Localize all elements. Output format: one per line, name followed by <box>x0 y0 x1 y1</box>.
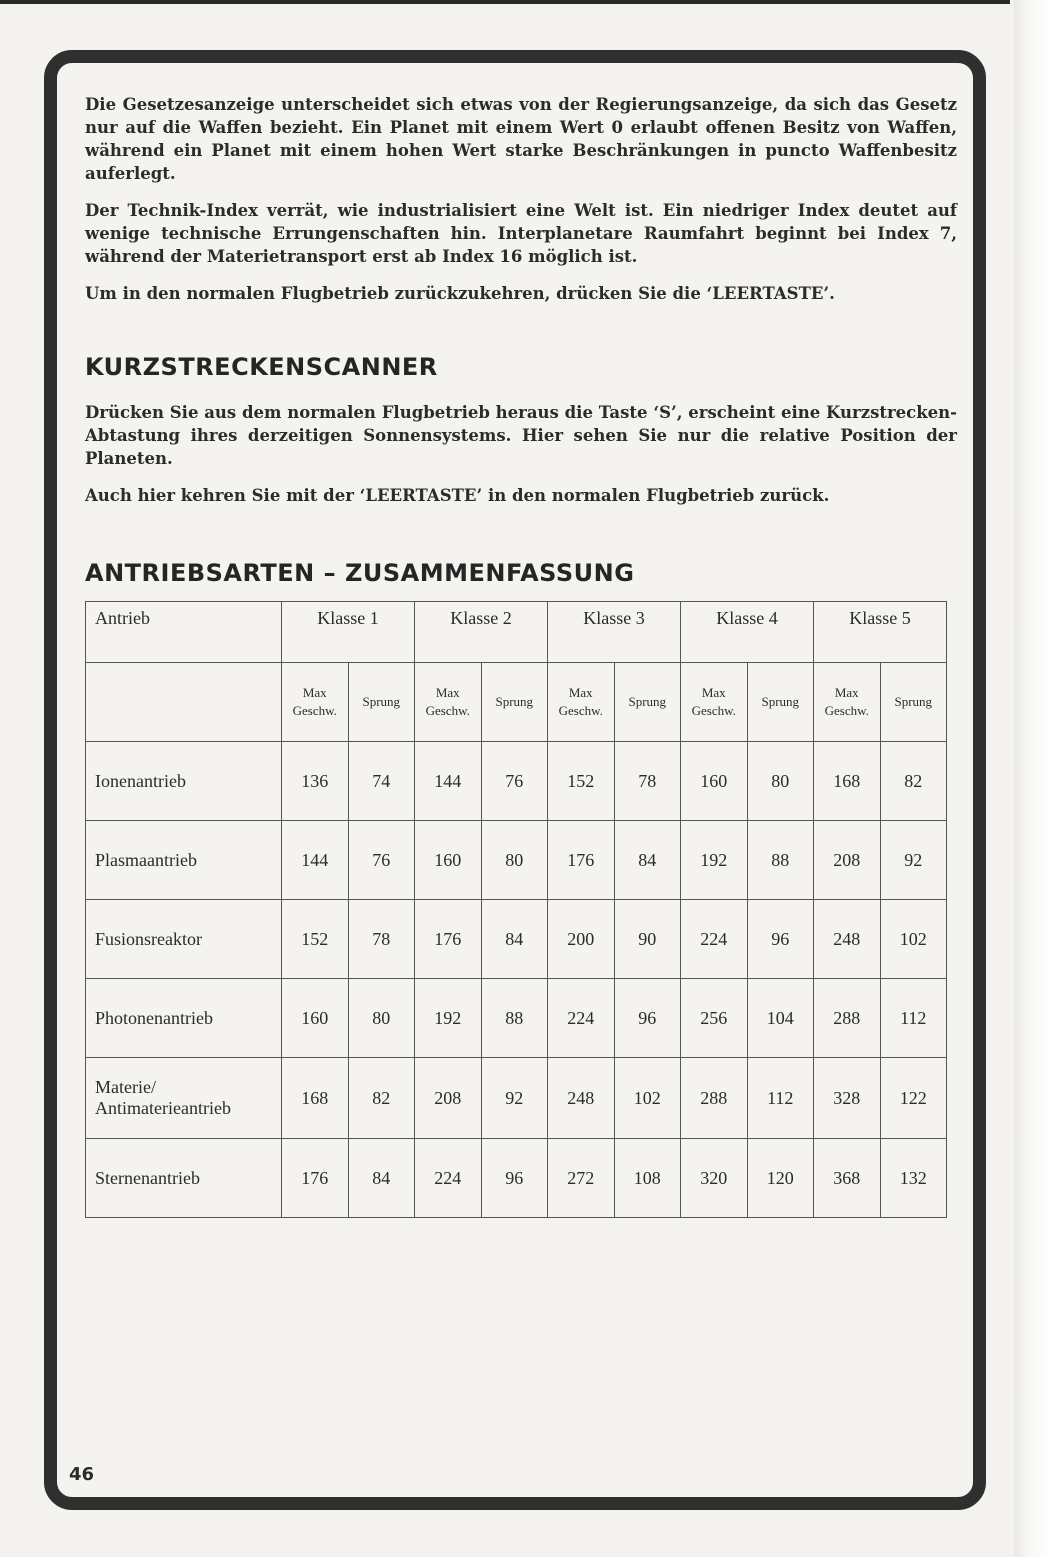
row-drive-name: Photonenantrieb <box>86 979 282 1058</box>
cell-value: 176 <box>282 1139 349 1218</box>
cell-value: 88 <box>481 979 548 1058</box>
cell-value: 74 <box>348 742 415 821</box>
cell-value: 96 <box>747 900 814 979</box>
cell-value: 152 <box>282 900 349 979</box>
heading-scanner: KURZSTRECKENSCANNER <box>85 353 438 381</box>
subheader-max-speed <box>681 663 748 742</box>
subheader-empty <box>86 663 282 742</box>
heading-drive-summary: ANTRIEBSARTEN – ZUSAMMENFASSUNG <box>85 559 635 587</box>
table-header-row <box>86 602 947 663</box>
cell-value: 80 <box>348 979 415 1058</box>
paragraph-scanner-usage: Drücken Sie aus dem normalen Flugbetrieb heraus die Taste ‘S’, erscheint eine Kurzstrecken-Abtastung ihres derzeitigen Sonnensystems. Hier sehen Sie nur die relative Position der Planeten. <box>85 403 957 468</box>
speed-label: Geschw. <box>691 703 736 718</box>
cell-value: 288 <box>681 1058 748 1139</box>
cell-value: 144 <box>282 821 349 900</box>
table-row <box>86 742 947 821</box>
cell-value: 328 <box>814 1058 881 1139</box>
header-drive: Antrieb <box>86 602 282 663</box>
table-row <box>86 1058 947 1139</box>
top-rule <box>0 0 1010 4</box>
max-label: Max <box>701 685 726 700</box>
cell-value: 192 <box>681 821 748 900</box>
cell-value: 90 <box>614 900 681 979</box>
paragraph-law-display: Die Gesetzesanzeige unterscheidet sich etwas von der Regierungsanzeige, da sich das Gesetz nur auf die Waffen bezieht. Ein Planet mit einem Wert 0 erlaubt offenen Besitz von Waffen, während ein Planet mit einem hohen Wert starke Beschränkungen in puncto Waffenbesitz auferlegt. <box>85 95 957 183</box>
cell-value: 92 <box>481 1058 548 1139</box>
cell-value: 248 <box>548 1058 615 1139</box>
cell-value: 102 <box>880 900 947 979</box>
cell-value: 224 <box>415 1139 482 1218</box>
max-label: Max <box>302 685 327 700</box>
cell-value: 208 <box>415 1058 482 1139</box>
row-drive-name-line1: Materie/ <box>95 1077 156 1097</box>
cell-value: 102 <box>614 1058 681 1139</box>
cell-value: 144 <box>415 742 482 821</box>
speed-label: Geschw. <box>292 703 337 718</box>
header-class-3: Klasse 3 <box>548 602 681 663</box>
cell-value: 248 <box>814 900 881 979</box>
row-drive-name-line2: Antimaterieantrieb <box>95 1098 231 1118</box>
cell-value: 104 <box>747 979 814 1058</box>
cell-value: 176 <box>548 821 615 900</box>
speed-label: Geschw. <box>824 703 869 718</box>
page-frame <box>44 50 986 1510</box>
paragraph-return-flight: Um in den normalen Flugbetrieb zurückzukehren, drücken Sie die ‘LEERTASTE’. <box>85 284 835 303</box>
cell-value: 288 <box>814 979 881 1058</box>
cell-value: 168 <box>814 742 881 821</box>
cell-value: 78 <box>614 742 681 821</box>
cell-value: 320 <box>681 1139 748 1218</box>
subheader-max-speed <box>814 663 881 742</box>
cell-value: 76 <box>481 742 548 821</box>
cell-value: 160 <box>415 821 482 900</box>
cell-value: 122 <box>880 1058 947 1139</box>
row-drive-name: Fusionsreaktor <box>86 900 282 979</box>
cell-value: 132 <box>880 1139 947 1218</box>
cell-value: 208 <box>814 821 881 900</box>
cell-value: 84 <box>348 1139 415 1218</box>
table-row <box>86 979 947 1058</box>
max-label: Max <box>568 685 593 700</box>
cell-value: 224 <box>681 900 748 979</box>
table-row <box>86 900 947 979</box>
row-drive-name: Ionenantrieb <box>86 742 282 821</box>
cell-value: 82 <box>880 742 947 821</box>
cell-value: 168 <box>282 1058 349 1139</box>
page-content <box>85 93 957 1218</box>
speed-label: Geschw. <box>425 703 470 718</box>
cell-value: 368 <box>814 1139 881 1218</box>
subheader-max-speed <box>282 663 349 742</box>
drive-table <box>85 601 947 1218</box>
subheader-jump: Sprung <box>481 663 548 742</box>
cell-value: 160 <box>282 979 349 1058</box>
cell-value: 112 <box>880 979 947 1058</box>
header-class-4: Klasse 4 <box>681 602 814 663</box>
max-label: Max <box>435 685 460 700</box>
page-number: 46 <box>69 1464 95 1485</box>
cell-value: 112 <box>747 1058 814 1139</box>
paragraph-tech-index: Der Technik-Index verrät, wie industrialisiert eine Welt ist. Ein niedriger Index deutet auf wenige technische Errungenschaften hin. Interplanetare Raumfahrt beginnt bei Index 7, während der Materietransport erst ab Index 16 möglich ist. <box>85 201 957 266</box>
cell-value: 80 <box>481 821 548 900</box>
table-subheader-row <box>86 663 947 742</box>
subheader-max-speed <box>415 663 482 742</box>
page-edge-shadow <box>1014 0 1048 1557</box>
cell-value: 108 <box>614 1139 681 1218</box>
speed-label: Geschw. <box>558 703 603 718</box>
subheader-jump: Sprung <box>747 663 814 742</box>
cell-value: 120 <box>747 1139 814 1218</box>
cell-value: 92 <box>880 821 947 900</box>
row-drive-name <box>86 1058 282 1139</box>
row-drive-name: Plasmaantrieb <box>86 821 282 900</box>
cell-value: 256 <box>681 979 748 1058</box>
cell-value: 272 <box>548 1139 615 1218</box>
cell-value: 176 <box>415 900 482 979</box>
cell-value: 136 <box>282 742 349 821</box>
cell-value: 82 <box>348 1058 415 1139</box>
row-drive-name: Sternenantrieb <box>86 1139 282 1218</box>
header-class-2: Klasse 2 <box>415 602 548 663</box>
subheader-max-speed <box>548 663 615 742</box>
table-row <box>86 1139 947 1218</box>
table-row <box>86 821 947 900</box>
paragraph-scanner-return: Auch hier kehren Sie mit der ‘LEERTASTE’ in den normalen Flugbetrieb zurück. <box>85 486 830 505</box>
cell-value: 96 <box>481 1139 548 1218</box>
cell-value: 88 <box>747 821 814 900</box>
header-class-5: Klasse 5 <box>814 602 947 663</box>
header-class-1: Klasse 1 <box>282 602 415 663</box>
cell-value: 200 <box>548 900 615 979</box>
subheader-jump: Sprung <box>348 663 415 742</box>
cell-value: 192 <box>415 979 482 1058</box>
cell-value: 80 <box>747 742 814 821</box>
cell-value: 78 <box>348 900 415 979</box>
cell-value: 76 <box>348 821 415 900</box>
cell-value: 152 <box>548 742 615 821</box>
cell-value: 224 <box>548 979 615 1058</box>
cell-value: 96 <box>614 979 681 1058</box>
subheader-jump: Sprung <box>880 663 947 742</box>
max-label: Max <box>834 685 859 700</box>
subheader-jump: Sprung <box>614 663 681 742</box>
cell-value: 84 <box>614 821 681 900</box>
cell-value: 84 <box>481 900 548 979</box>
cell-value: 160 <box>681 742 748 821</box>
